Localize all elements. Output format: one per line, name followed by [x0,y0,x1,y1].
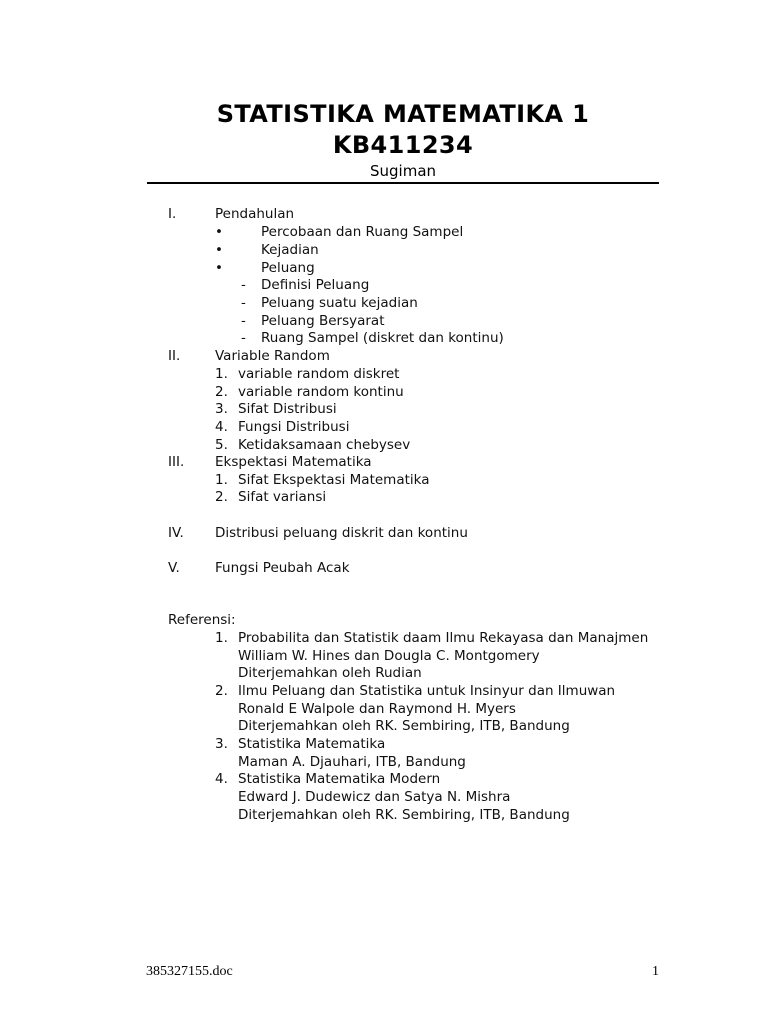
bullet-marker: • [215,260,223,276]
reference-line: Maman A. Djauhari, ITB, Bandung [238,754,466,770]
section-title: Variable Random [215,348,330,364]
reference-number: 3. [215,736,228,752]
reference-line: Statistika Matematika [238,736,386,752]
list-number: 4. [215,419,228,435]
list-number: 5. [215,437,228,453]
reference-line: Statistika Matematika Modern [238,771,441,787]
reference-line: Diterjemahkan oleh Rudian [238,665,422,681]
list-number: 3. [215,401,228,417]
dash-marker: - [241,330,246,346]
list-item: Sifat variansi [238,489,327,505]
bullet-item: Kejadian [261,242,319,258]
bullet-item: Peluang [261,260,315,276]
list-number: 2. [215,384,228,400]
dash-marker: - [241,295,246,311]
dash-item: Peluang Bersyarat [261,313,385,329]
list-item: variable random kontinu [238,384,404,400]
reference-line: Probabilita dan Statistik daam Ilmu Rekayasa dan Manajmen [238,630,649,646]
page-title: STATISTIKA MATEMATIKA 1 [216,100,590,128]
bullet-marker: • [215,224,223,240]
list-number: 1. [215,472,228,488]
reference-line: Ronald E Walpole dan Raymond H. Myers [238,701,516,717]
dash-marker: - [241,313,246,329]
author-name: Sugiman [369,162,437,180]
page-number: 1 [652,964,659,979]
list-number: 1. [215,366,228,382]
reference-number: 1. [215,630,228,646]
section-numeral: II. [168,348,181,364]
bullet-item: Percobaan dan Ruang Sampel [261,224,464,240]
section-numeral: I. [168,206,177,222]
reference-line: Edward J. Dudewicz dan Satya N. Mishra [238,789,511,805]
reference-line: Diterjemahkan oleh RK. Sembiring, ITB, Bandung [238,807,570,823]
section-numeral: III. [168,454,185,470]
title-divider [147,182,659,184]
reference-line: William W. Hines dan Dougla C. Montgomery [238,648,540,664]
list-number: 2. [215,489,228,505]
list-item: Ketidaksamaan chebysev [238,437,411,453]
list-item: Sifat Ekspektasi Matematika [238,472,430,488]
dash-marker: - [241,277,246,293]
references-heading: Referensi: [168,612,236,628]
dash-item: Peluang suatu kejadian [261,295,418,311]
reference-line: Ilmu Peluang dan Statistika untuk Insinyur dan Ilmuwan [238,683,616,699]
section-title: Pendahulan [215,206,295,222]
section-title: Ekspektasi Matematika [215,454,372,470]
course-code: KB411234 [332,131,474,159]
section-numeral: V. [168,560,180,576]
footer-filename: 385327155.doc [146,964,233,979]
section-title: Fungsi Peubah Acak [215,560,350,576]
list-item: Fungsi Distribusi [238,419,350,435]
reference-number: 4. [215,771,228,787]
dash-item: Definisi Peluang [261,277,370,293]
dash-item: Ruang Sampel (diskret dan kontinu) [261,330,504,346]
reference-number: 2. [215,683,228,699]
bullet-marker: • [215,242,223,258]
list-item: variable random diskret [238,366,400,382]
list-item: Sifat Distribusi [238,401,337,417]
reference-line: Diterjemahkan oleh RK. Sembiring, ITB, Bandung [238,718,570,734]
section-title: Distribusi peluang diskrit dan kontinu [215,525,468,541]
section-numeral: IV. [168,525,184,541]
